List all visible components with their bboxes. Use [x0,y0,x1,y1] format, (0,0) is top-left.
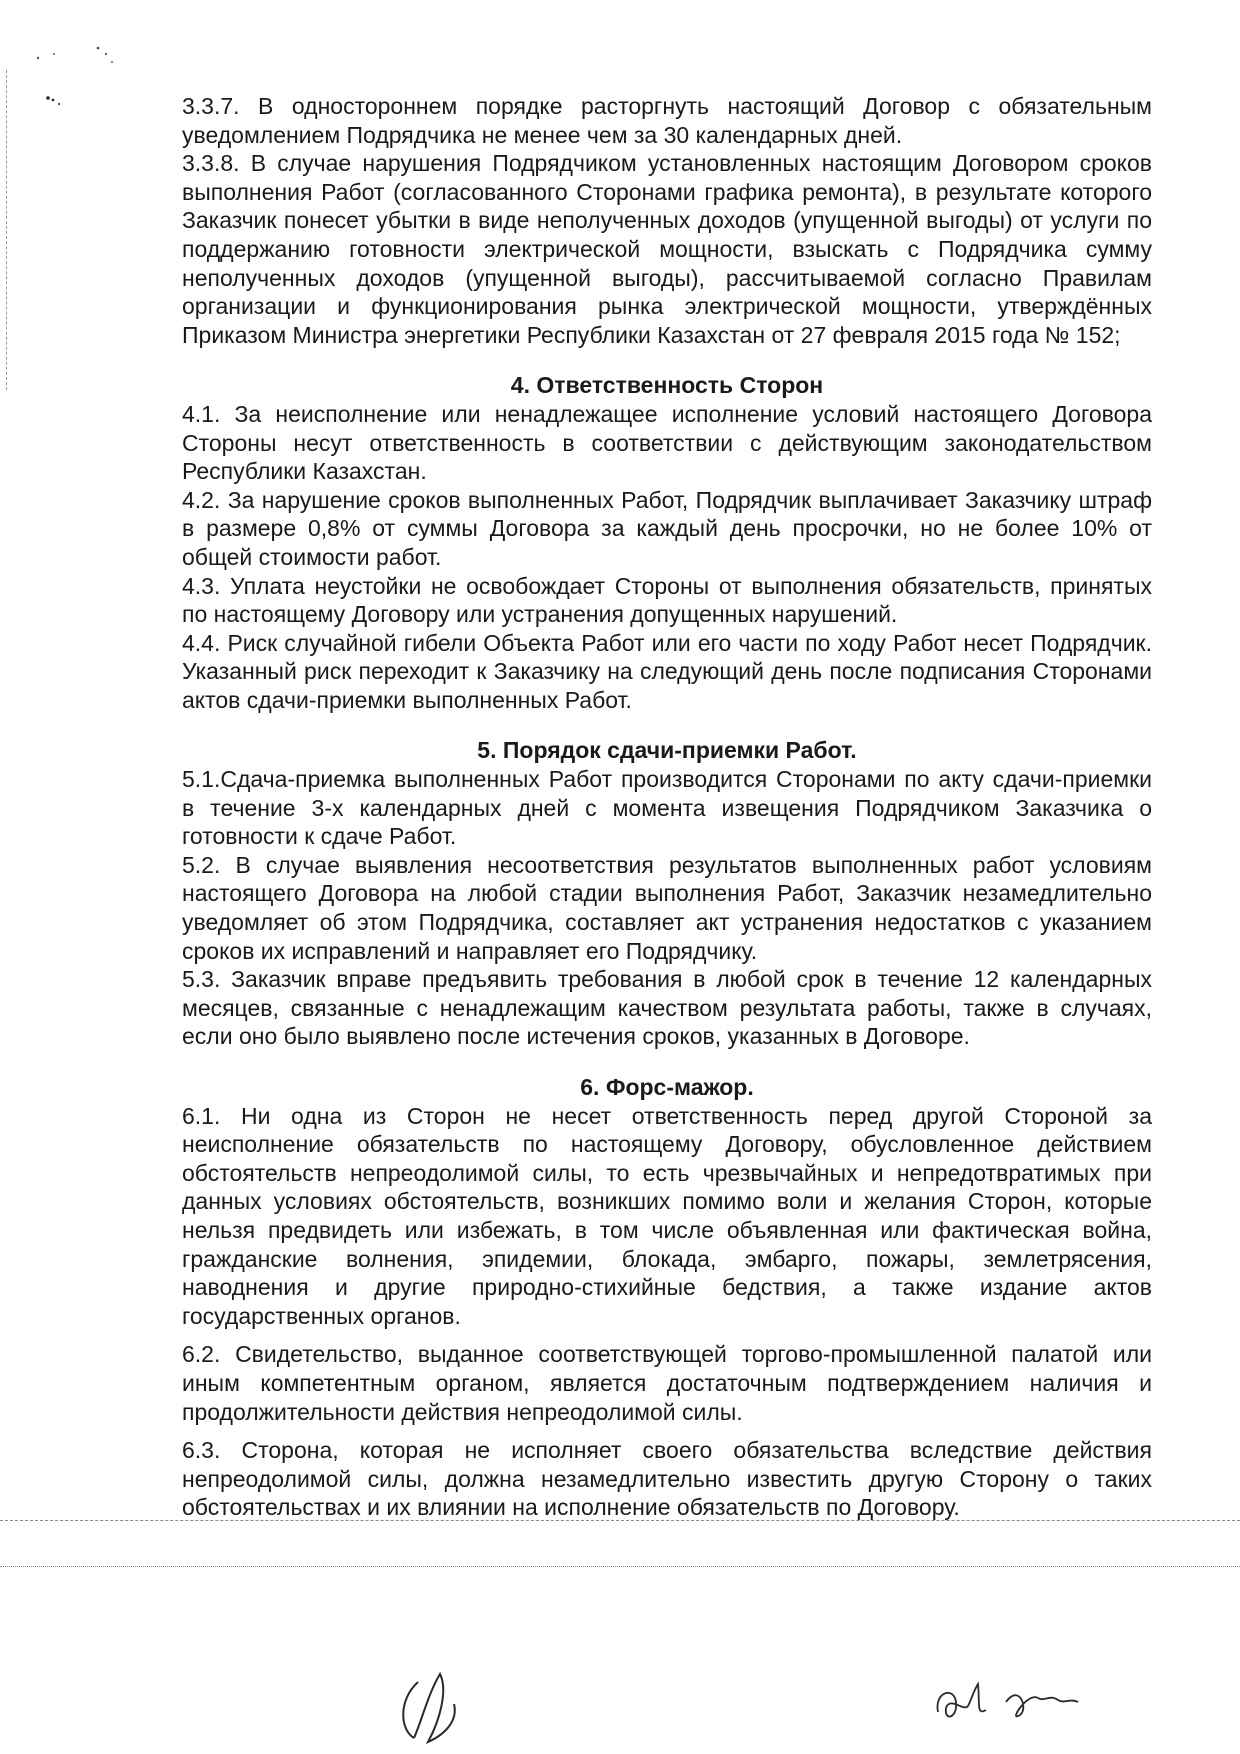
scan-speckles [28,40,138,120]
clause-3-3-8: 3.3.8. В случае нарушения Подрядчиком установленных настоящим Договором сроков выполнения Работ (согласованного Сторонами графика ремонта), в результате которого Заказчик понесет убытки в виде неполученных доходов (упущенной выгоды) от услуги по поддержанию готовности электрической мощности, взыскать с Подрядчика сумму неполученных доходов (упущенной выгоды), рассчитываемой согласно Правилам организации и функционирования рынка электрической мощности, утверждённых Приказом Министра энергетики Республики Казахстан от 27 февраля 2015 года № 152; [182,150,1152,348]
clause-4-4: 4.4. Риск случайной гибели Объекта Работ или его части по ходу Работ несет Подрядчик. Указанный риск переходит к Заказчику на следующий день после подписания Сторонами актов сдачи-приемки выполненных Работ. [182,629,1152,713]
clause-6-1: 6.1. Ни одна из Сторон не несет ответственность перед другой Стороной за неисполнение обязательств по настоящему Договору, обусловленное действием обстоятельств непреодолимой силы, то есть чрезвычайных и непредотвратимых при данных условиях обстоятельств, возникших помимо воли и желания Сторон, которые нельзя предвидеть или избежать, в том числе объявленная или фактическая война, гражданские волнения, эпидемии, блокада, эмбарго, пожары, землетрясения, наводнения и другие природно-стихийные бедствия, а также издание актов государственных органов. [182,1102,1152,1329]
clause-6-2: 6.2. Свидетельство, выданное соответствующей торгово-промышленной палатой или иным компетентным органом, является достаточным подтверждением наличия и продолжительности действия непреодолимой силы. [182,1341,1152,1425]
clause-5-2: 5.2. В случае выявления несоответствия результатов выполненных работ условиям настоящего Договора на любой стадии выполнения Работ, Заказчик незамедлительно уведомляет об этом Подрядчика, составляет акт устранения недостатков с указанием сроков их исправлений и направляет его Подрядчику. [182,851,1152,964]
clause-3-3-7: 3.3.7. В одностороннем порядке расторгнуть настоящий Договор с обязательным уведомлением Подрядчика не менее чем за 30 календарных дней. [182,93,1152,148]
clause-6-3: 6.3. Сторона, которая не исполняет своего обязательства вследствие действия непреодолимой силы, должна незамедлительно известить другую Сторону о таких обстоятельствах и их влиянии на исполнение обязательств по Договору. [182,1437,1152,1521]
fold-line-lower [0,1566,1240,1567]
clause-4-3: 4.3. Уплата неустойки не освобождает Стороны от выполнения обязательств, принятых по настоящему Договору или устранения допущенных нарушений. [182,572,1152,628]
section-5-heading: 5. Порядок сдачи-приемки Работ. [477,737,857,764]
signature-right [930,1672,1110,1732]
clause-4-1: 4.1. За неисполнение или ненадлежащее исполнение условий настоящего Договора Стороны несут ответственность в соответствии с действующим законодательством Республики Казахстан. [182,400,1152,485]
clause-4-2: 4.2. За нарушение сроков выполненных Работ, Подрядчик выплачивает Заказчику штраф в размере 0,8% от суммы Договора за каждый день просрочки, но не более 10% от общей стоимости работ. [182,486,1152,570]
section-6-heading: 6. Форс-мажор. [580,1074,754,1100]
scan-edge-artifact [6,70,9,390]
signature-left [388,1660,478,1750]
section-4-heading: 4. Ответственность Сторон [510,372,824,399]
clause-5-1: 5.1.Сдача-приемка выполненных Работ производится Сторонами по акту сдачи-приемки в течение 3-х календарных дней с момента извещения Подрядчиком Заказчика о готовности к сдаче Работ. [182,766,1152,850]
document-body [182,92,1152,1522]
clause-5-3: 5.3. Заказчик вправе предъявить требования в любой срок в течение 12 календарных месяцев, связанные с ненадлежащим качеством результата работы, также в случаях, если оно было выявлено после истечения сроков, указанных в Договоре. [182,966,1152,1050]
fold-line-upper [0,1520,1240,1521]
